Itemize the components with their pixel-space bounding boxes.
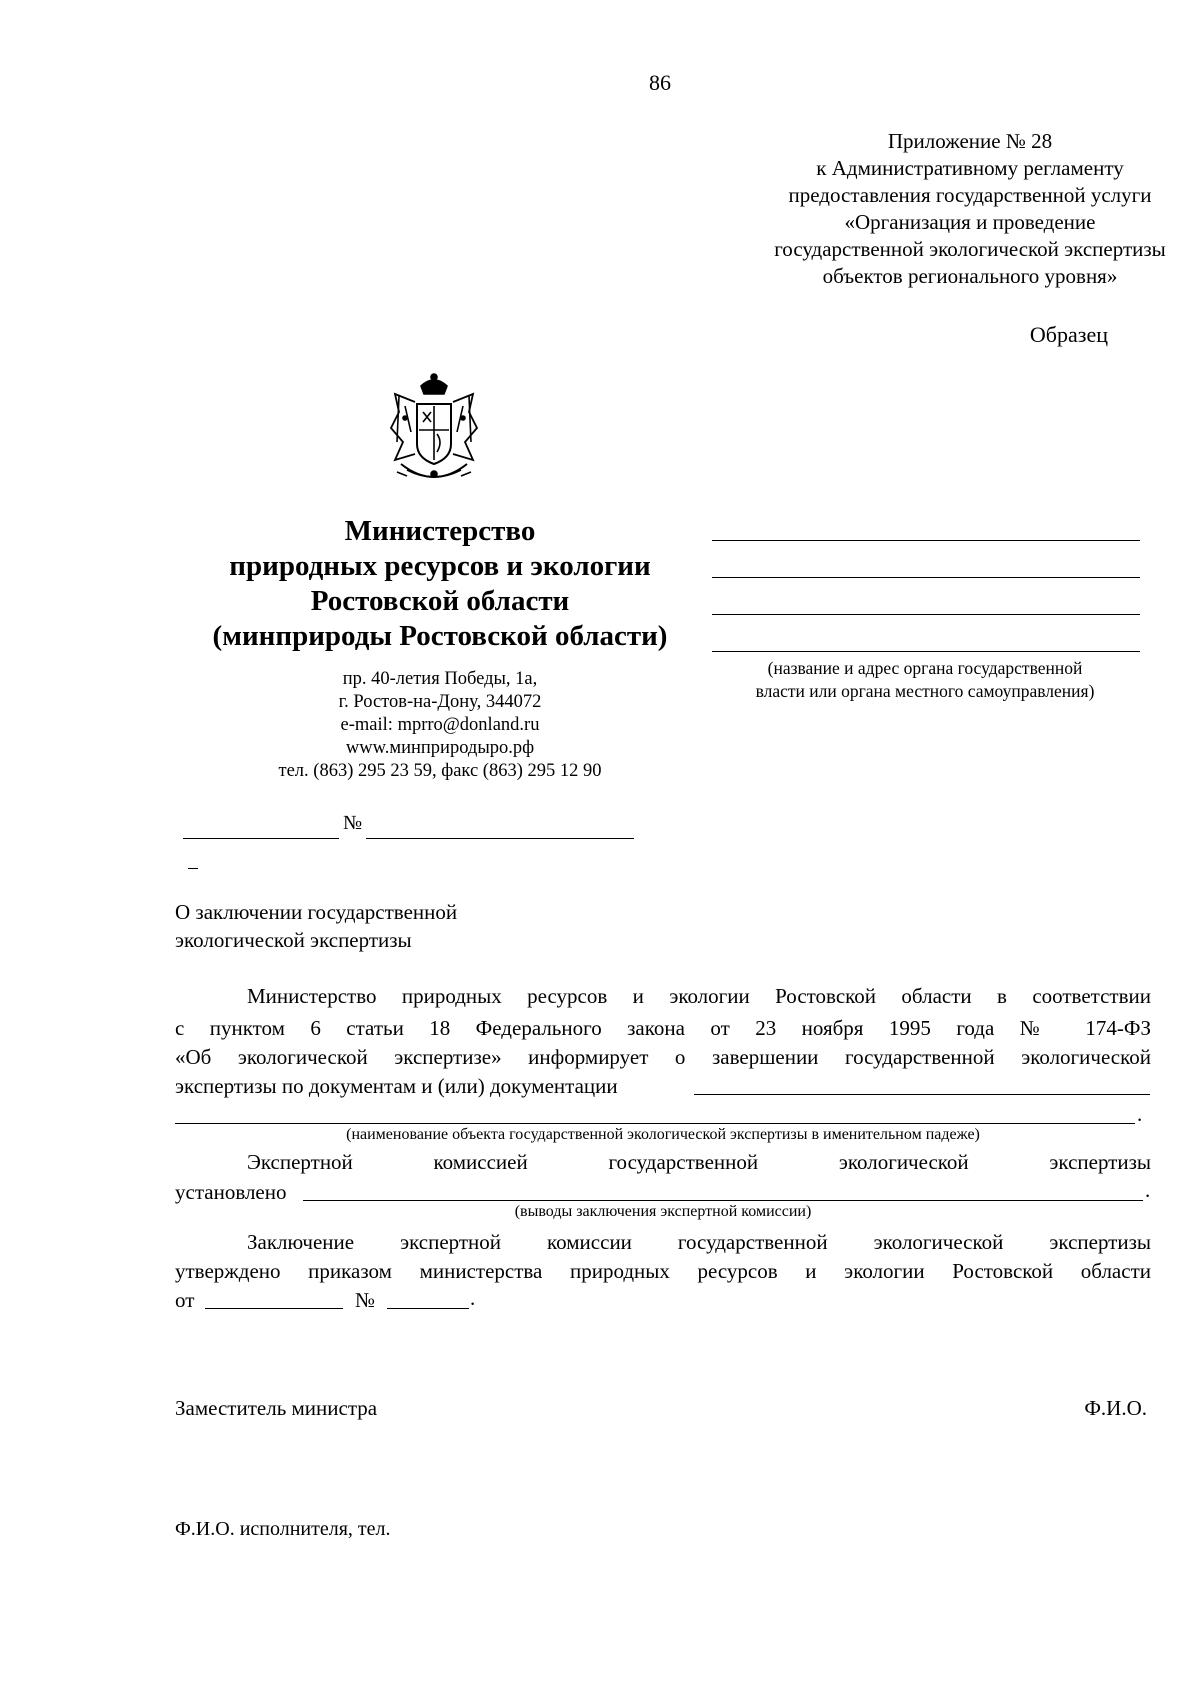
period-mark: .	[470, 1286, 476, 1310]
executor-info: Ф.И.О. исполнителя, тел.	[175, 1518, 391, 1540]
object-name-caption: (наименование объекта государственной экологической экспертизы в именительном падеже)	[346, 1126, 980, 1143]
ministry-address	[240, 668, 640, 783]
ministry-line: Министерство	[344, 515, 536, 547]
appendix-line: к Административному регламенту	[816, 156, 1124, 180]
paragraph-1-line-2: с пунктом 6 статьи 18 Федерального закона от 23 ноября 1995 года № 174-ФЗ	[175, 1016, 1151, 1040]
appendix-header	[690, 128, 1200, 290]
appendix-line: государственной экологической экспертизы	[774, 237, 1166, 261]
registration-date-blank[interactable]	[183, 838, 339, 839]
appendix-line: «Организация и проведение	[844, 210, 1096, 234]
order-number-sign: №	[355, 1288, 376, 1312]
recipient-blank-line[interactable]	[712, 614, 1140, 615]
sample-label: Образец	[1029, 322, 1108, 347]
order-from-label: от	[175, 1288, 195, 1312]
recipient-caption-line: власти или органа местного самоуправления)	[755, 681, 1095, 701]
paragraph-3-line-1: Заключение экспертной комиссии государственной экологической экспертизы	[247, 1230, 1151, 1254]
conclusions-blank[interactable]	[303, 1200, 1143, 1201]
recipient-blank-line[interactable]	[712, 651, 1140, 652]
order-number-blank[interactable]	[387, 1308, 469, 1309]
signatory-position: Заместитель министра	[175, 1396, 378, 1420]
conclusions-caption: (выводы заключения экспертной комиссии)	[514, 1203, 812, 1220]
recipient-blank-line[interactable]	[712, 540, 1140, 541]
ministry-line: природных ресурсов и экологии	[229, 550, 651, 582]
paragraph-1-line-3: «Об экологической экспертизе» информирует о завершении государственной экологической	[175, 1045, 1151, 1069]
appendix-line: объектов регионального уровня»	[822, 264, 1118, 288]
address-line: пр. 40-летия Победы, 1а,	[342, 669, 538, 689]
ministry-line: (минприроды Ростовской области)	[212, 620, 668, 652]
registration-number-sign: №	[343, 812, 363, 834]
recipient-caption	[700, 657, 1150, 703]
ministry-line: Ростовской области	[310, 585, 570, 617]
appendix-line: Приложение № 28	[887, 129, 1053, 153]
address-line: e-mail: mprro@donland.ru	[340, 715, 540, 735]
ministry-name	[180, 514, 700, 654]
signatory-name: Ф.И.О.	[1084, 1396, 1147, 1420]
address-line: г. Ростов-на-Дону, 344072	[338, 692, 542, 712]
paragraph-3-line-2: утверждено приказом министерства природных ресурсов и экологии Ростовской области	[175, 1259, 1151, 1283]
object-name-blank-2[interactable]	[175, 1123, 1135, 1124]
address-line: www.минприродыро.рф	[345, 738, 535, 758]
letter-subject	[175, 898, 457, 954]
order-date-blank[interactable]	[205, 1308, 343, 1309]
paragraph-2-line-1: Экспертной комиссией государственной экологической экспертизы	[247, 1150, 1151, 1174]
recipient-caption-line: (название и адрес органа государственной	[767, 658, 1083, 678]
period-mark: .	[1137, 1102, 1143, 1126]
subject-line: экологической экспертизы	[175, 928, 412, 952]
page-number: 86	[649, 70, 671, 95]
short-dash-mark	[188, 868, 198, 869]
object-name-blank[interactable]	[694, 1094, 1150, 1095]
registration-number-blank[interactable]	[366, 838, 634, 839]
paragraph-1-line-4: экспертизы по документам и (или) документации	[175, 1074, 618, 1098]
period-mark: .	[1145, 1178, 1151, 1202]
paragraph-1-line-1: Министерство природных ресурсов и экологии Ростовской области в соответствии	[247, 984, 1151, 1008]
coat-of-arms-icon	[381, 372, 487, 490]
subject-line: О заключении государственной	[175, 900, 458, 924]
paragraph-2-line-2: установлено	[175, 1180, 287, 1204]
recipient-blank-line[interactable]	[712, 577, 1140, 578]
appendix-line: предоставления государственной услуги	[788, 183, 1152, 207]
address-line: тел. (863) 295 23 59, факс (863) 295 12 90	[278, 761, 602, 781]
